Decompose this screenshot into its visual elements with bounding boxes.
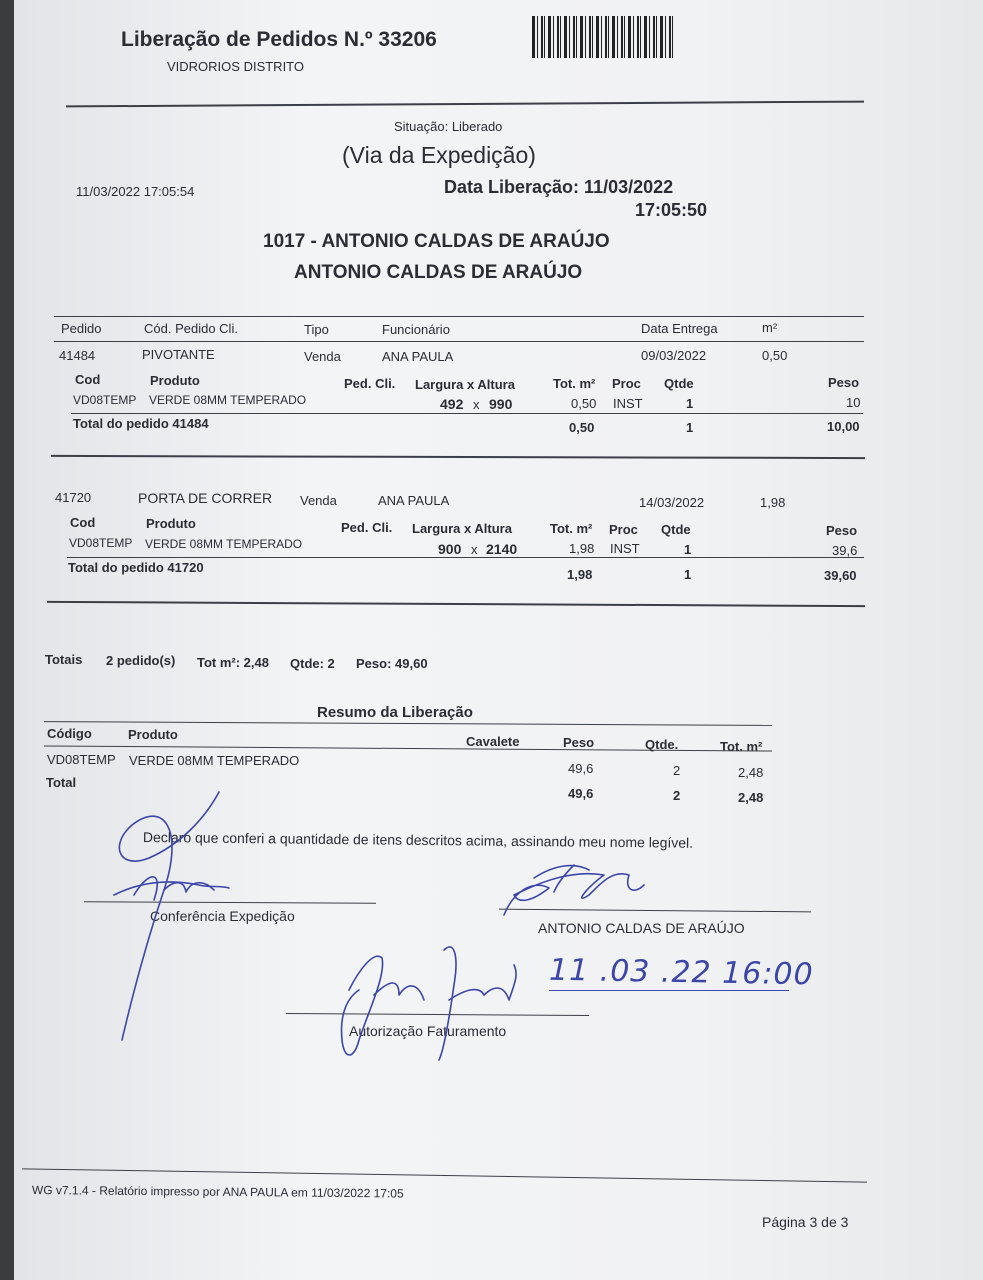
col-funcionario: Funcionário bbox=[382, 322, 450, 337]
summary-weight: 49,6 bbox=[568, 761, 594, 776]
item-col-cod: Cod bbox=[75, 372, 101, 387]
item-weight: 10 bbox=[846, 395, 861, 410]
release-time: 17:05:50 bbox=[635, 200, 708, 220]
item-tot-m2: 1,98 bbox=[569, 541, 595, 556]
summary-total-tot-m2: 2,48 bbox=[738, 790, 764, 805]
order-total-weight: 10,00 bbox=[827, 419, 860, 434]
summary-total-weight: 49,6 bbox=[568, 786, 594, 801]
signature-label-client: ANTONIO CALDAS DE ARAÚJO bbox=[538, 920, 745, 936]
summary-col-codigo: Código bbox=[47, 726, 92, 741]
summary-col-peso: Peso bbox=[563, 735, 595, 750]
item-col-peso: Peso bbox=[826, 523, 858, 538]
order-total-weight: 39,60 bbox=[824, 568, 857, 583]
order-type: Venda bbox=[304, 349, 341, 364]
declaration-text: Declaro que conferi a quantidade de itens descritos acima, assinando meu nome legível. bbox=[142, 829, 694, 851]
order-client-code: PIVOTANTE bbox=[142, 347, 215, 362]
totals-qtde: Qtde: 2 bbox=[290, 656, 335, 671]
client-name: ANTONIO CALDAS DE ARAÚJO bbox=[294, 262, 583, 283]
summary-product: VERDE 08MM TEMPERADO bbox=[129, 753, 300, 768]
summary-total-qtde: 2 bbox=[673, 788, 681, 803]
order-total-m2: 1,98 bbox=[567, 567, 593, 582]
item-qtde: 1 bbox=[684, 542, 692, 557]
signature-scribbles bbox=[14, 0, 983, 1280]
item-col-ped-cli: Ped. Cli. bbox=[341, 520, 393, 535]
release-date: Data Liberação: 11/03/2022 bbox=[444, 177, 674, 197]
item-col-cod: Cod bbox=[70, 515, 96, 530]
item-tot-m2: 0,50 bbox=[571, 396, 597, 411]
item-height: 2140 bbox=[486, 541, 518, 557]
item-proc: INST bbox=[610, 541, 640, 556]
summary-col-produto: Produto bbox=[128, 727, 178, 742]
item-col-proc: Proc bbox=[612, 376, 641, 391]
col-tipo: Tipo bbox=[304, 322, 329, 337]
signature-client bbox=[504, 865, 644, 915]
item-col-produto: Produto bbox=[150, 373, 200, 388]
summary-col-cavalete: Cavalete bbox=[466, 734, 520, 749]
item-col-qtde: Qtde bbox=[664, 376, 694, 391]
order-client-code: PORTA DE CORRER bbox=[138, 490, 273, 506]
order-total-label: Total do pedido 41484 bbox=[73, 416, 209, 431]
summary-qtde: 2 bbox=[673, 763, 681, 778]
order-delivery-date: 14/03/2022 bbox=[639, 495, 705, 510]
order-total-qtde: 1 bbox=[686, 420, 694, 435]
summary-title: Resumo da Liberação bbox=[317, 704, 473, 721]
copy-type: (Via da Expedição) bbox=[342, 142, 536, 168]
item-col-produto: Produto bbox=[146, 516, 196, 531]
handwritten-date: 11 .03 .22 16:00 bbox=[548, 952, 814, 993]
order-type: Venda bbox=[300, 493, 337, 508]
order-delivery-date: 09/03/2022 bbox=[641, 348, 707, 363]
col-m2: m² bbox=[762, 320, 778, 335]
order-total-label: Total do pedido 41720 bbox=[68, 560, 204, 575]
totals-orders: 2 pedido(s) bbox=[106, 653, 176, 668]
document-page bbox=[14, 0, 983, 1280]
item-code: VD08TEMP bbox=[69, 536, 133, 550]
totals-m2: Tot m²: 2,48 bbox=[197, 655, 269, 670]
order-m2: 1,98 bbox=[760, 495, 786, 510]
item-weight: 39,6 bbox=[832, 543, 858, 558]
signature-label-conferencia: Conferência Expedição bbox=[150, 908, 295, 924]
item-product: VERDE 08MM TEMPERADO bbox=[145, 537, 303, 551]
status-text: Situação: Liberado bbox=[394, 119, 503, 134]
company-name: VIDRORIOS DISTRITO bbox=[167, 59, 304, 74]
item-product: VERDE 08MM TEMPERADO bbox=[149, 393, 307, 407]
item-qtde: 1 bbox=[686, 396, 694, 411]
item-col-tot-m2: Tot. m² bbox=[550, 521, 593, 536]
signature-autorizacao bbox=[342, 947, 517, 1060]
summary-code: VD08TEMP bbox=[47, 752, 116, 767]
order-number: 41484 bbox=[59, 348, 96, 363]
col-pedido: Pedido bbox=[61, 321, 102, 336]
item-width: 492 bbox=[440, 396, 464, 412]
order-total-qtde: 1 bbox=[684, 567, 692, 582]
signature-conferencia bbox=[114, 792, 229, 1040]
totals-label: Totais bbox=[45, 652, 83, 667]
order-m2: 0,50 bbox=[762, 348, 788, 363]
item-col-proc: Proc bbox=[609, 522, 638, 537]
item-col-largura-altura: Largura x Altura bbox=[412, 521, 512, 536]
footer-printed-by: WG v7.1.4 - Relatório impresso por ANA PAULA em 11/03/2022 17:05 bbox=[31, 1183, 404, 1201]
signature-label-autorizacao: Autorização Faturamento bbox=[349, 1023, 507, 1039]
summary-col-qtde: Qtde. bbox=[645, 737, 679, 752]
item-width: 900 bbox=[438, 541, 462, 557]
order-employee: ANA PAULA bbox=[382, 349, 454, 364]
item-code: VD08TEMP bbox=[73, 393, 137, 407]
item-proc: INST bbox=[613, 396, 643, 411]
footer-page-number: Página 3 de 3 bbox=[762, 1214, 849, 1230]
col-cod-pedido-cli: Cód. Pedido Cli. bbox=[144, 321, 238, 336]
summary-total-label: Total bbox=[46, 775, 77, 790]
item-x: x bbox=[473, 397, 480, 412]
item-col-tot-m2: Tot. m² bbox=[553, 376, 596, 391]
signature-conferencia-2 bbox=[134, 877, 214, 900]
totals-weight: Peso: 49,60 bbox=[356, 656, 428, 671]
item-x: x bbox=[471, 542, 478, 557]
summary-tot-m2: 2,48 bbox=[738, 765, 764, 780]
client-code-name: 1017 - ANTONIO CALDAS DE ARAÚJO bbox=[263, 231, 610, 252]
order-total-m2: 0,50 bbox=[569, 420, 595, 435]
order-employee: ANA PAULA bbox=[378, 493, 450, 508]
summary-col-tot-m2: Tot. m² bbox=[720, 739, 763, 754]
item-height: 990 bbox=[489, 396, 513, 412]
item-col-qtde: Qtde bbox=[661, 522, 691, 537]
document-title: Liberação de Pedidos N.º 33206 bbox=[121, 28, 437, 51]
col-data-entrega: Data Entrega bbox=[641, 321, 718, 336]
item-col-ped-cli: Ped. Cli. bbox=[344, 376, 396, 391]
printed-at: 11/03/2022 17:05:54 bbox=[76, 184, 195, 199]
order-number: 41720 bbox=[55, 490, 92, 505]
item-col-peso: Peso bbox=[828, 375, 860, 390]
item-col-largura-altura: Largura x Altura bbox=[415, 377, 515, 392]
